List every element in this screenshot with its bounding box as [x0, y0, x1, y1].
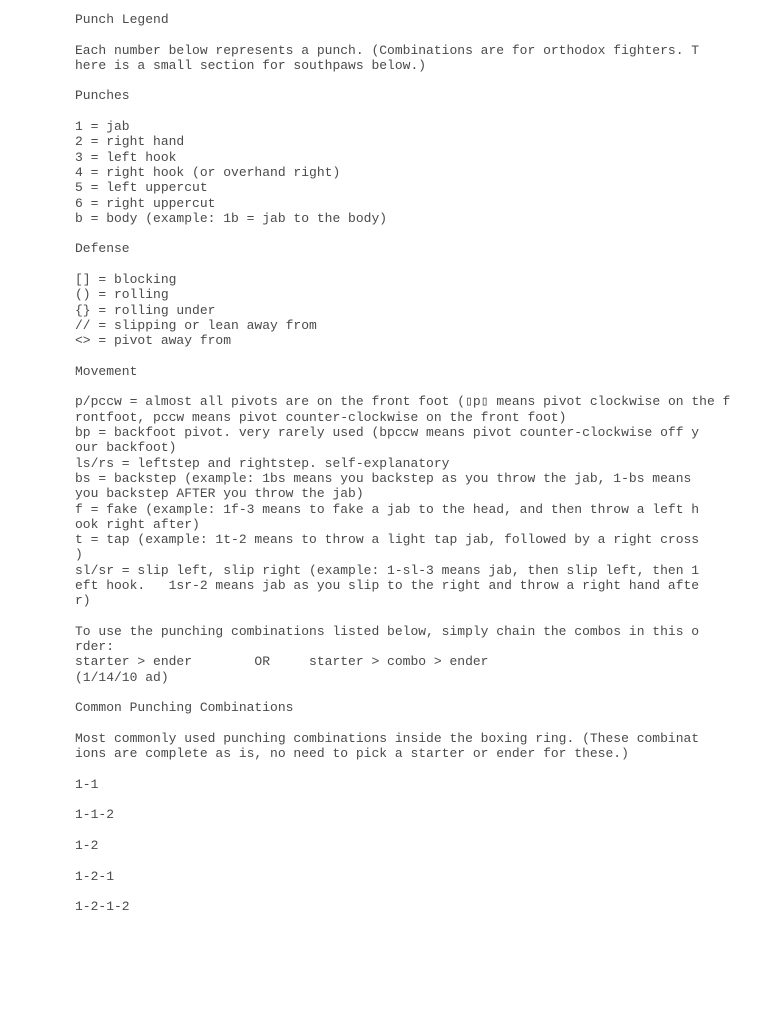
blank-line — [75, 379, 715, 394]
instructions-line: To use the punching combinations listed below, simply chain the combos in this o — [75, 623, 700, 639]
intro-line: Each number below represents a punch. (Combinations are for orthodox fighters. T — [75, 42, 700, 58]
blank-line — [75, 853, 715, 868]
blank-line — [75, 257, 715, 272]
heading-common-combinations: Common Punching Combinations — [75, 700, 294, 716]
punch-item: b = body (example: 1b = jab to the body) — [75, 210, 388, 226]
movement-item: t = tap (example: 1t-2 means to throw a light tap jab, followed by a right cross — [75, 532, 700, 548]
movement-item: ls/rs = leftstep and rightstep. self-explanatory — [75, 455, 450, 471]
movement-item: bs = backstep (example: 1bs means you backstep as you throw the jab, 1-bs means — [75, 470, 692, 486]
blank-line — [75, 685, 715, 700]
punch-item: 5 = left uppercut — [75, 180, 208, 196]
movement-item: sl/sr = slip left, slip right (example: 1-sl-3 means jab, then slip left, then 1 — [75, 562, 700, 578]
heading-punches: Punches — [75, 88, 130, 104]
defense-item: [] = blocking — [75, 272, 177, 288]
defense-item: <> = pivot away from — [75, 333, 232, 349]
movement-item: eft hook. 1sr-2 means jab as you slip to the right and throw a right hand afte — [75, 577, 700, 593]
blank-line — [75, 823, 715, 838]
punch-item: 3 = left hook — [75, 149, 177, 165]
instructions-line: (1/14/10 ad) — [75, 669, 169, 685]
defense-item: {} = rolling under — [75, 302, 216, 318]
blank-line — [75, 884, 715, 899]
movement-item: bp = backfoot pivot. very rarely used (bpccw means pivot counter-clockwise off y — [75, 425, 700, 441]
movement-item: you backstep AFTER you throw the jab) — [75, 486, 364, 502]
heading-punch-legend: Punch Legend — [75, 12, 169, 27]
movement-item: f = fake (example: 1f-3 means to fake a jab to the head, and then throw a left h — [75, 501, 700, 517]
combo-item: 1-1 — [75, 776, 99, 792]
movement-item: ook right after) — [75, 516, 200, 532]
combo-item: 1-1-2 — [75, 807, 115, 823]
heading-defense: Defense — [75, 241, 130, 257]
combo-item: 1-2 — [75, 838, 99, 854]
movement-item: rontfoot, pccw means pivot counter-clockwise on the front foot) — [75, 409, 567, 425]
document-page — [75, 12, 731, 915]
movement-item: p/pccw = almost all pivots are on the front foot (▯p▯ means pivot clockwise on the f — [75, 394, 731, 410]
intro-line: here is a small section for southpaws below.) — [75, 57, 427, 73]
defense-item: () = rolling — [75, 287, 169, 303]
movement-item: ) — [75, 547, 83, 563]
blank-line — [75, 716, 715, 731]
punch-item: 1 = jab — [75, 119, 130, 135]
punch-item: 6 = right uppercut — [75, 195, 216, 211]
punch-item: 2 = right hand — [75, 134, 185, 150]
blank-line — [75, 762, 715, 777]
combo-item: 1-2-1-2 — [75, 899, 130, 915]
instructions-line: rder: — [75, 639, 115, 655]
blank-line — [75, 27, 715, 42]
movement-item: r) — [75, 593, 91, 609]
blank-line — [75, 792, 715, 807]
blank-line — [75, 349, 715, 364]
heading-movement: Movement — [75, 363, 138, 379]
blank-line — [75, 609, 715, 624]
combinations-intro: ions are complete as is, no need to pick a starter or ender for these.) — [75, 746, 629, 762]
combinations-intro: Most commonly used punching combinations inside the boxing ring. (These combinat — [75, 730, 700, 746]
instructions-line: starter > ender OR starter > combo > ender — [75, 654, 489, 670]
combo-item: 1-2-1 — [75, 868, 115, 884]
blank-line — [75, 104, 715, 119]
blank-line — [75, 73, 715, 88]
movement-item: our backfoot) — [75, 440, 177, 456]
blank-line — [75, 226, 715, 241]
defense-item: // = slipping or lean away from — [75, 317, 317, 333]
punch-item: 4 = right hook (or overhand right) — [75, 164, 341, 180]
